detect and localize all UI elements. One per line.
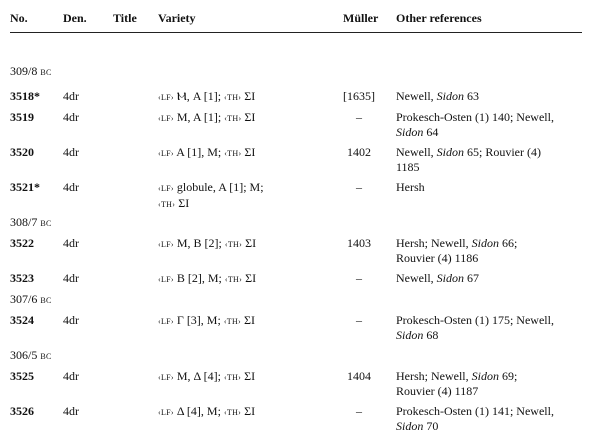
period-heading bbox=[10, 348, 52, 363]
variety-text: ΣI bbox=[244, 110, 256, 124]
denomination: 4dr bbox=[63, 110, 79, 124]
coin-number: 3523 bbox=[10, 271, 34, 285]
other-references: Hersh; Newell, Sidon 66; Rouvier (4) 1186 bbox=[396, 236, 518, 265]
period-heading bbox=[10, 292, 52, 307]
coin-number: 3524 bbox=[10, 313, 34, 327]
th-marker: ‹TH› bbox=[158, 200, 176, 209]
denomination: 4dr bbox=[63, 145, 79, 159]
period-era: BC bbox=[40, 68, 52, 77]
lf-marker: ‹LF› bbox=[158, 114, 174, 123]
variety bbox=[158, 145, 255, 161]
variety bbox=[158, 404, 255, 420]
period-era: BC bbox=[40, 296, 52, 305]
denomination: 4dr bbox=[63, 236, 79, 250]
variety bbox=[158, 271, 256, 287]
th-marker: ‹TH› bbox=[223, 373, 242, 382]
muller-number: – bbox=[356, 180, 362, 194]
variety bbox=[158, 110, 255, 126]
coin-number: 3520 bbox=[10, 145, 34, 159]
variety-text: globule, A [1]; M; bbox=[176, 180, 264, 194]
variety-text: ΣI bbox=[245, 271, 257, 285]
variety-text: ΣI bbox=[244, 404, 256, 418]
th-marker: ‹TH› bbox=[223, 408, 242, 417]
other-references: Hersh bbox=[396, 180, 425, 194]
other-references: Newell, Sidon 65; Rouvier (4) 1185 bbox=[396, 145, 541, 174]
muller-number: – bbox=[356, 313, 362, 327]
variety-text: ΣI bbox=[178, 196, 190, 210]
header-variety: Variety bbox=[158, 11, 196, 25]
other-references: Hersh; Newell, Sidon 69; Rouvier (4) 1187 bbox=[396, 369, 518, 398]
other-references: Newell, Sidon 63 bbox=[396, 89, 479, 103]
th-marker: ‹TH› bbox=[224, 240, 243, 249]
lf-marker: ‹LF› bbox=[158, 149, 174, 158]
variety-text: ΣI bbox=[244, 313, 255, 327]
th-marker: ‹TH› bbox=[224, 149, 242, 158]
variety bbox=[158, 180, 264, 212]
header-rule bbox=[10, 32, 582, 33]
variety bbox=[158, 313, 255, 329]
variety-text: ΣI bbox=[245, 236, 257, 250]
denomination: 4dr bbox=[63, 271, 79, 285]
variety-text: A [1], M; bbox=[176, 145, 222, 159]
lf-marker: ‹LF› bbox=[158, 317, 174, 326]
muller-number: 1402 bbox=[347, 145, 371, 159]
lf-marker: ‹LF› bbox=[158, 373, 174, 382]
period-year: 307/6 bbox=[10, 292, 38, 306]
coin-number: 3518* bbox=[10, 89, 40, 103]
variety-text: Δ [4], M; bbox=[176, 404, 221, 418]
muller-number: 1403 bbox=[347, 236, 371, 250]
header-muller: Müller bbox=[343, 11, 379, 25]
coin-number: 3519 bbox=[10, 110, 34, 124]
lf-marker: ‹LF› bbox=[158, 93, 174, 102]
th-marker: ‹TH› bbox=[224, 275, 243, 284]
period-era: BC bbox=[40, 219, 52, 228]
lf-marker: ‹LF› bbox=[158, 275, 174, 284]
header-den: Den. bbox=[63, 11, 87, 25]
other-references: Newell, Sidon 67 bbox=[396, 271, 479, 285]
coin-number: 3526 bbox=[10, 404, 34, 418]
muller-number: – bbox=[356, 110, 362, 124]
th-marker: ‹TH› bbox=[224, 93, 242, 102]
coin-number: 3525 bbox=[10, 369, 34, 383]
variety-text: Ⲙ, A [1]; bbox=[176, 89, 222, 103]
variety-text: ΣI bbox=[244, 369, 256, 383]
th-marker: ‹TH› bbox=[224, 114, 242, 123]
period-year: 306/5 bbox=[10, 348, 38, 362]
denomination: 4dr bbox=[63, 180, 79, 194]
variety-text: M, A [1]; bbox=[176, 110, 222, 124]
variety-text: M, B [2]; bbox=[176, 236, 222, 250]
variety-text: B [2], M; bbox=[176, 271, 222, 285]
coin-number: 3521* bbox=[10, 180, 40, 194]
variety-text: ΣI bbox=[244, 145, 256, 159]
muller-number: – bbox=[356, 404, 362, 418]
header-no: No. bbox=[10, 11, 28, 25]
muller-number: 1404 bbox=[347, 369, 371, 383]
variety-text: Γ [3], M; bbox=[176, 313, 221, 327]
lf-marker: ‹LF› bbox=[158, 240, 174, 249]
lf-marker: ‹LF› bbox=[158, 408, 174, 417]
period-year: 309/8 bbox=[10, 64, 38, 78]
period-era: BC bbox=[40, 352, 52, 361]
period-heading bbox=[10, 64, 52, 79]
header-title: Title bbox=[113, 11, 137, 25]
other-references: Prokesch-Osten (1) 141; Newell, Sidon 70 bbox=[396, 404, 554, 433]
muller-number: [1635] bbox=[343, 89, 375, 103]
other-references: Prokesch-Osten (1) 175; Newell, Sidon 68 bbox=[396, 313, 554, 342]
other-references: Prokesch-Osten (1) 140; Newell, Sidon 64 bbox=[396, 110, 554, 139]
denomination: 4dr bbox=[63, 89, 79, 103]
period-year: 308/7 bbox=[10, 215, 38, 229]
coin-number: 3522 bbox=[10, 236, 34, 250]
variety bbox=[158, 89, 255, 105]
variety-text: M, Δ [4]; bbox=[176, 369, 221, 383]
muller-number: – bbox=[356, 271, 362, 285]
variety bbox=[158, 369, 255, 385]
lf-marker: ‹LF› bbox=[158, 184, 174, 193]
th-marker: ‹TH› bbox=[223, 317, 242, 326]
denomination: 4dr bbox=[63, 404, 79, 418]
period-heading bbox=[10, 215, 52, 230]
header-other-references: Other references bbox=[396, 11, 482, 25]
variety-text: ΣI bbox=[244, 89, 256, 103]
variety bbox=[158, 236, 256, 252]
denomination: 4dr bbox=[63, 313, 79, 327]
denomination: 4dr bbox=[63, 369, 79, 383]
